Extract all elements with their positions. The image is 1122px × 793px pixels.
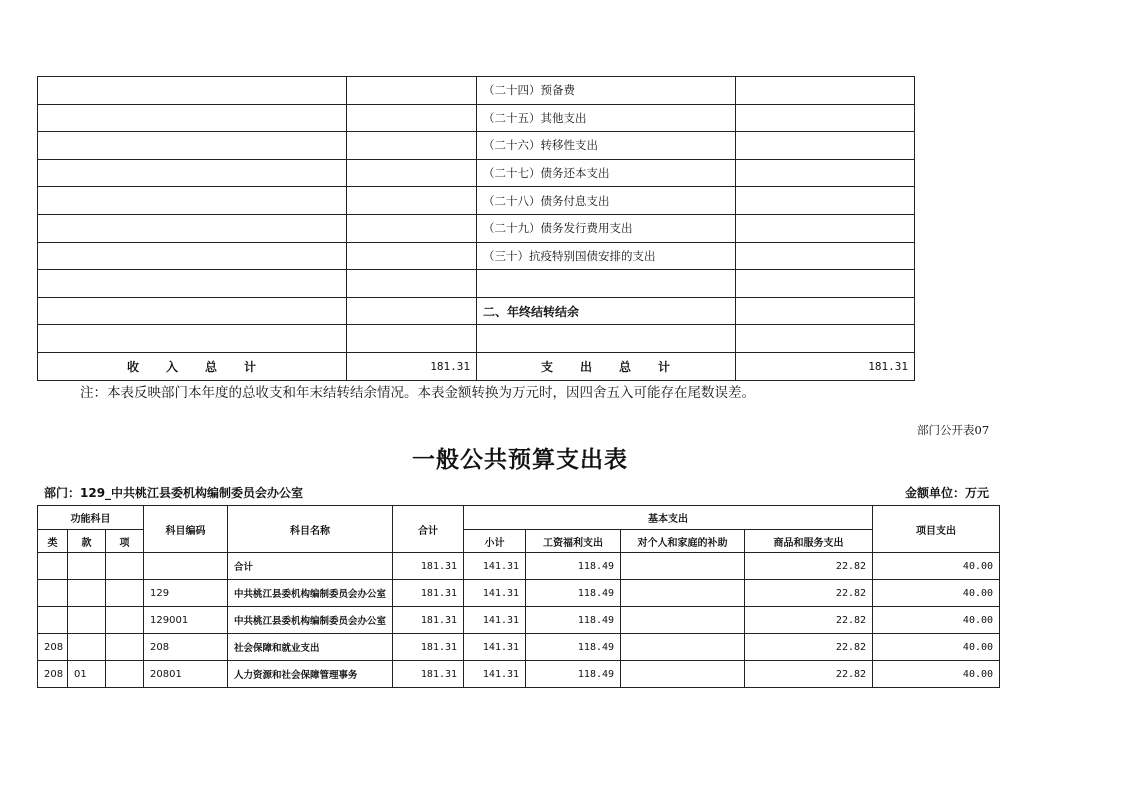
income-amount-cell xyxy=(347,297,477,325)
department-label: 部门：129_中共桃江县委机构编制委员会办公室 xyxy=(44,486,304,500)
project-expense-cell: 40.00 xyxy=(873,607,1000,634)
total-cell: 181.31 xyxy=(393,607,464,634)
income-amount-cell xyxy=(347,104,477,132)
amount-unit-label: 金额单位：万元 xyxy=(905,486,990,500)
expense-item-cell: （二十七）债务还本支出 xyxy=(477,159,736,187)
subject-code-cell: 129 xyxy=(144,580,228,607)
income-amount-cell xyxy=(347,242,477,270)
wages-cell: 118.49 xyxy=(526,580,621,607)
page-title: 一般公共预算支出表 xyxy=(412,447,628,473)
income-item-cell xyxy=(38,132,347,160)
goods-services-cell: 22.82 xyxy=(745,634,873,661)
subject-name-cell: 中共桃江县委机构编制委员会办公室 xyxy=(228,607,393,634)
header-row xyxy=(38,506,1000,530)
expense-item-cell: （二十四）预备费 xyxy=(477,77,736,105)
lei-cell xyxy=(38,580,68,607)
wages-cell: 118.49 xyxy=(526,661,621,688)
table-row xyxy=(38,607,1000,634)
xiang-cell xyxy=(106,661,144,688)
goods-services-cell: 22.82 xyxy=(745,553,873,580)
personal-subsidy-cell xyxy=(621,634,745,661)
table-row xyxy=(38,661,1000,688)
expense-amount-cell xyxy=(736,214,915,242)
income-total-amount: 181.31 xyxy=(347,352,477,380)
subtotal-cell: 141.31 xyxy=(464,553,526,580)
personal-subsidy-cell xyxy=(621,580,745,607)
wages-header: 工资福利支出 xyxy=(526,530,621,553)
subject-code-cell: 20801 xyxy=(144,661,228,688)
income-amount-cell xyxy=(347,132,477,160)
income-amount-cell xyxy=(347,77,477,105)
subject-code-cell xyxy=(144,553,228,580)
expense-amount-cell xyxy=(736,242,915,270)
kuan-cell xyxy=(68,634,106,661)
subtotal-cell: 141.31 xyxy=(464,661,526,688)
expense-total-label: 支 出 总 计 xyxy=(477,352,736,380)
project-expense-cell: 40.00 xyxy=(873,553,1000,580)
income-item-cell xyxy=(38,270,347,298)
subject-name-header: 科目名称 xyxy=(228,506,393,553)
income-amount-cell xyxy=(347,187,477,215)
income-item-cell xyxy=(38,187,347,215)
table-row xyxy=(38,187,915,215)
lei-cell xyxy=(38,553,68,580)
project-expense-header: 项目支出 xyxy=(873,506,1000,553)
table-row xyxy=(38,270,915,298)
lei-cell xyxy=(38,607,68,634)
expense-item-cell: （二十五）其他支出 xyxy=(477,104,736,132)
table-row xyxy=(38,242,915,270)
expense-item-cell: 二、年终结转结余 xyxy=(477,297,736,325)
kuan-header: 款 xyxy=(68,530,106,553)
project-expense-cell: 40.00 xyxy=(873,634,1000,661)
xiang-cell xyxy=(106,553,144,580)
kuan-cell xyxy=(68,553,106,580)
expense-amount-cell xyxy=(736,270,915,298)
expense-amount-cell xyxy=(736,297,915,325)
total-cell: 181.31 xyxy=(393,580,464,607)
xiang-cell xyxy=(106,580,144,607)
subject-name-cell: 社会保障和就业支出 xyxy=(228,634,393,661)
kuan-cell xyxy=(68,580,106,607)
subject-code-cell: 208 xyxy=(144,634,228,661)
total-cell: 181.31 xyxy=(393,553,464,580)
income-amount-cell xyxy=(347,325,477,353)
project-expense-cell: 40.00 xyxy=(873,580,1000,607)
income-total-label: 收 入 总 计 xyxy=(38,352,347,380)
table-row xyxy=(38,77,915,105)
subject-name-cell: 人力资源和社会保障管理事务 xyxy=(228,661,393,688)
expense-item-cell: （二十九）债务发行费用支出 xyxy=(477,214,736,242)
income-item-cell xyxy=(38,214,347,242)
income-item-cell xyxy=(38,242,347,270)
personal-subsidy-header: 对个人和家庭的补助 xyxy=(621,530,745,553)
basic-expense-header: 基本支出 xyxy=(464,506,873,530)
subject-code-header: 科目编码 xyxy=(144,506,228,553)
table-row xyxy=(38,634,1000,661)
table-row xyxy=(38,214,915,242)
xiang-header: 项 xyxy=(106,530,144,553)
expense-item-cell xyxy=(477,270,736,298)
subject-code-cell: 129001 xyxy=(144,607,228,634)
income-amount-cell xyxy=(347,270,477,298)
subtotal-cell: 141.31 xyxy=(464,580,526,607)
income-amount-cell xyxy=(347,159,477,187)
wages-cell: 118.49 xyxy=(526,607,621,634)
income-item-cell xyxy=(38,77,347,105)
expense-amount-cell xyxy=(736,187,915,215)
income-item-cell xyxy=(38,159,347,187)
subject-name-cell: 中共桃江县委机构编制委员会办公室 xyxy=(228,580,393,607)
income-expense-summary-table xyxy=(37,76,915,381)
personal-subsidy-cell xyxy=(621,661,745,688)
wages-cell: 118.49 xyxy=(526,553,621,580)
kuan-cell: 01 xyxy=(68,661,106,688)
expense-amount-cell xyxy=(736,104,915,132)
xiang-cell xyxy=(106,634,144,661)
expense-item-cell: （二十六）转移性支出 xyxy=(477,132,736,160)
expense-amount-cell xyxy=(736,132,915,160)
subtotal-cell: 141.31 xyxy=(464,607,526,634)
subtotal-cell: 141.31 xyxy=(464,634,526,661)
lei-header: 类 xyxy=(38,530,68,553)
goods-services-cell: 22.82 xyxy=(745,661,873,688)
table-row xyxy=(38,580,1000,607)
income-item-cell xyxy=(38,104,347,132)
goods-services-cell: 22.82 xyxy=(745,607,873,634)
table-row xyxy=(38,104,915,132)
personal-subsidy-cell xyxy=(621,607,745,634)
wages-cell: 118.49 xyxy=(526,634,621,661)
func-subject-header: 功能科目 xyxy=(38,506,144,530)
subject-name-cell: 合计 xyxy=(228,553,393,580)
expense-item-cell: （二十八）债务付息支出 xyxy=(477,187,736,215)
form-code: 部门公开表07 xyxy=(917,423,990,437)
table-row xyxy=(38,297,915,325)
lei-cell: 208 xyxy=(38,661,68,688)
kuan-cell xyxy=(68,607,106,634)
expense-total-amount: 181.31 xyxy=(736,352,915,380)
table-row xyxy=(38,325,915,353)
income-item-cell xyxy=(38,297,347,325)
income-item-cell xyxy=(38,325,347,353)
expense-amount-cell xyxy=(736,77,915,105)
expense-amount-cell xyxy=(736,159,915,187)
total-header: 合计 xyxy=(393,506,464,553)
subtotal-header: 小计 xyxy=(464,530,526,553)
income-amount-cell xyxy=(347,214,477,242)
expense-item-cell: （三十）抗疫特别国债安排的支出 xyxy=(477,242,736,270)
goods-services-cell: 22.82 xyxy=(745,580,873,607)
total-row xyxy=(38,352,915,380)
xiang-cell xyxy=(106,607,144,634)
total-cell: 181.31 xyxy=(393,661,464,688)
budget-expenditure-table xyxy=(37,505,1000,688)
project-expense-cell: 40.00 xyxy=(873,661,1000,688)
total-cell: 181.31 xyxy=(393,634,464,661)
table-row xyxy=(38,159,915,187)
table-row xyxy=(38,553,1000,580)
goods-services-header: 商品和服务支出 xyxy=(745,530,873,553)
expense-item-cell xyxy=(477,325,736,353)
table-row xyxy=(38,132,915,160)
expense-amount-cell xyxy=(736,325,915,353)
personal-subsidy-cell xyxy=(621,553,745,580)
table-note: 注：本表反映部门本年度的总收支和年末结转结余情况。本表金额转换为万元时，因四舍五入可能存在尾数误差。 xyxy=(80,385,755,401)
lei-cell: 208 xyxy=(38,634,68,661)
